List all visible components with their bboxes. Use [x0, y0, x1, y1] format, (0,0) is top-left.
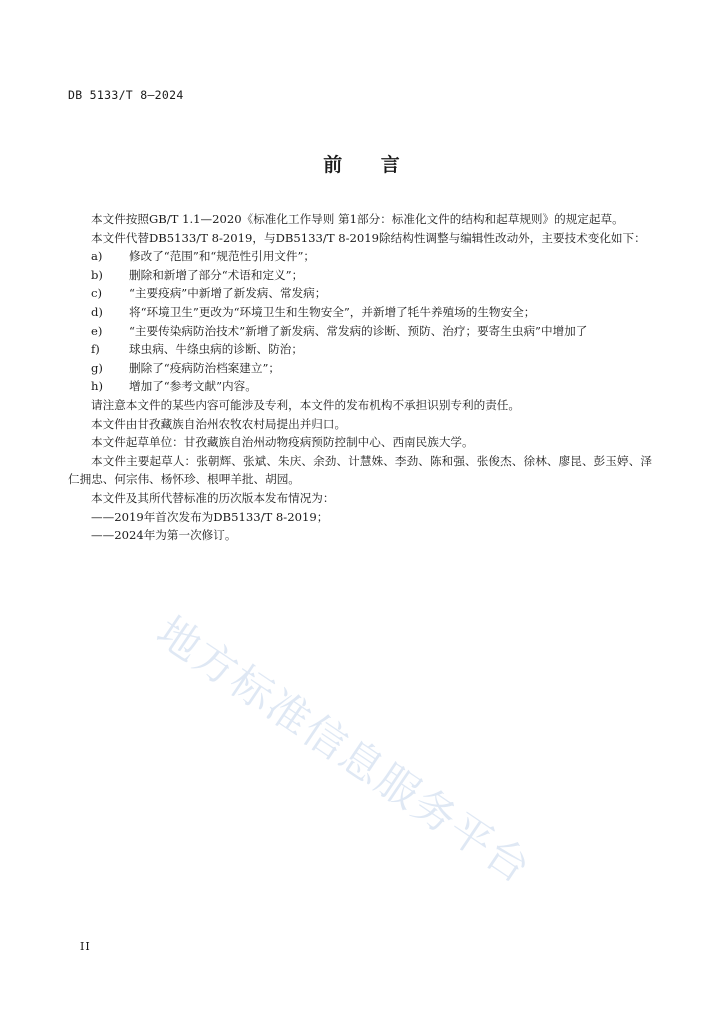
paragraph-patent-notice: 请注意本文件的某些内容可能涉及专利，本文件的发布机构不承担识别专利的责任。 [91, 397, 520, 412]
list-item-text: 删除和新增了部分“术语和定义”； [129, 267, 304, 282]
list-item-text: 修改了“范围”和“规范性引用文件”； [129, 249, 316, 264]
list-item-label: a) [91, 249, 103, 264]
paragraph-drafting-rule: 本文件按照GB/T 1.1—2020《标准化工作导则 第1部分：标准化文件的结构和起草规则》的规定起草。 [91, 212, 624, 226]
list-item [68, 266, 652, 285]
history-item: ——2024年为第一次修订。 [91, 528, 237, 543]
paragraph-history-intro: 本文件及其所代替标准的历次版本发布情况为： [91, 490, 335, 505]
paragraph-drafters: 本文件主要起草人：张朝辉、张斌、朱庆、余劲、计慧姝、李劲、陈和强、张俊杰、徐林、廖昆、彭玉婷、泽仁拥忠、何宗伟、杨怀珍、根呷羊批、胡园。 [68, 453, 652, 487]
list-item [68, 359, 652, 378]
list-item-text: 将“环境卫生”更改为“环境卫生和生物安全”，并新增了牦牛养殖场的生物安全； [129, 304, 536, 319]
document-body [68, 210, 652, 545]
list-item [68, 322, 652, 341]
list-item-text: 球虫病、牛绦虫病的诊断、防治； [129, 342, 303, 357]
list-item-label: f) [91, 342, 100, 357]
list-item-label: d) [91, 304, 103, 319]
watermark: 地方标准信息服务平台 [148, 606, 541, 894]
list-item-label: c) [91, 286, 103, 301]
list-item [68, 303, 652, 322]
paragraph-drafting-units: 本文件起草单位：甘孜藏族自治州动物疫病预防控制中心、西南民族大学。 [91, 435, 474, 450]
list-item-text: “主要疫病”中新增了新发病、常发病； [129, 286, 327, 301]
list-item [68, 377, 652, 396]
page-number: II [80, 940, 91, 953]
list-item [68, 247, 652, 266]
list-item-label: e) [91, 323, 103, 338]
page-title: 前 言 [323, 154, 401, 176]
document-code: DB 5133/T 8—2024 [68, 88, 184, 102]
list-item-text: 增加了“参考文献”内容。 [129, 379, 257, 394]
changes-list [68, 247, 652, 396]
history-item: ——2019年首次发布为DB5133/T 8-2019； [91, 509, 329, 524]
list-item-label: g) [91, 360, 103, 375]
list-item-label: h) [91, 379, 103, 394]
list-item [68, 284, 652, 303]
list-item-text: 删除了“疫病防治档案建立”； [129, 360, 280, 375]
paragraph-replacement: 本文件代替DB5133/T 8-2019，与DB5133/T 8-2019除结构性调整与编辑性改动外，主要技术变化如下： [91, 230, 646, 245]
paragraph-proposer: 本文件由甘孜藏族自治州农牧农村局提出并归口。 [91, 416, 347, 431]
list-item [68, 340, 652, 359]
list-item-label: b) [91, 267, 103, 282]
list-item-text: “主要传染病防治技术”新增了新发病、常发病的诊断、预防、治疗；要寄生虫病”中增加了 [129, 323, 588, 338]
